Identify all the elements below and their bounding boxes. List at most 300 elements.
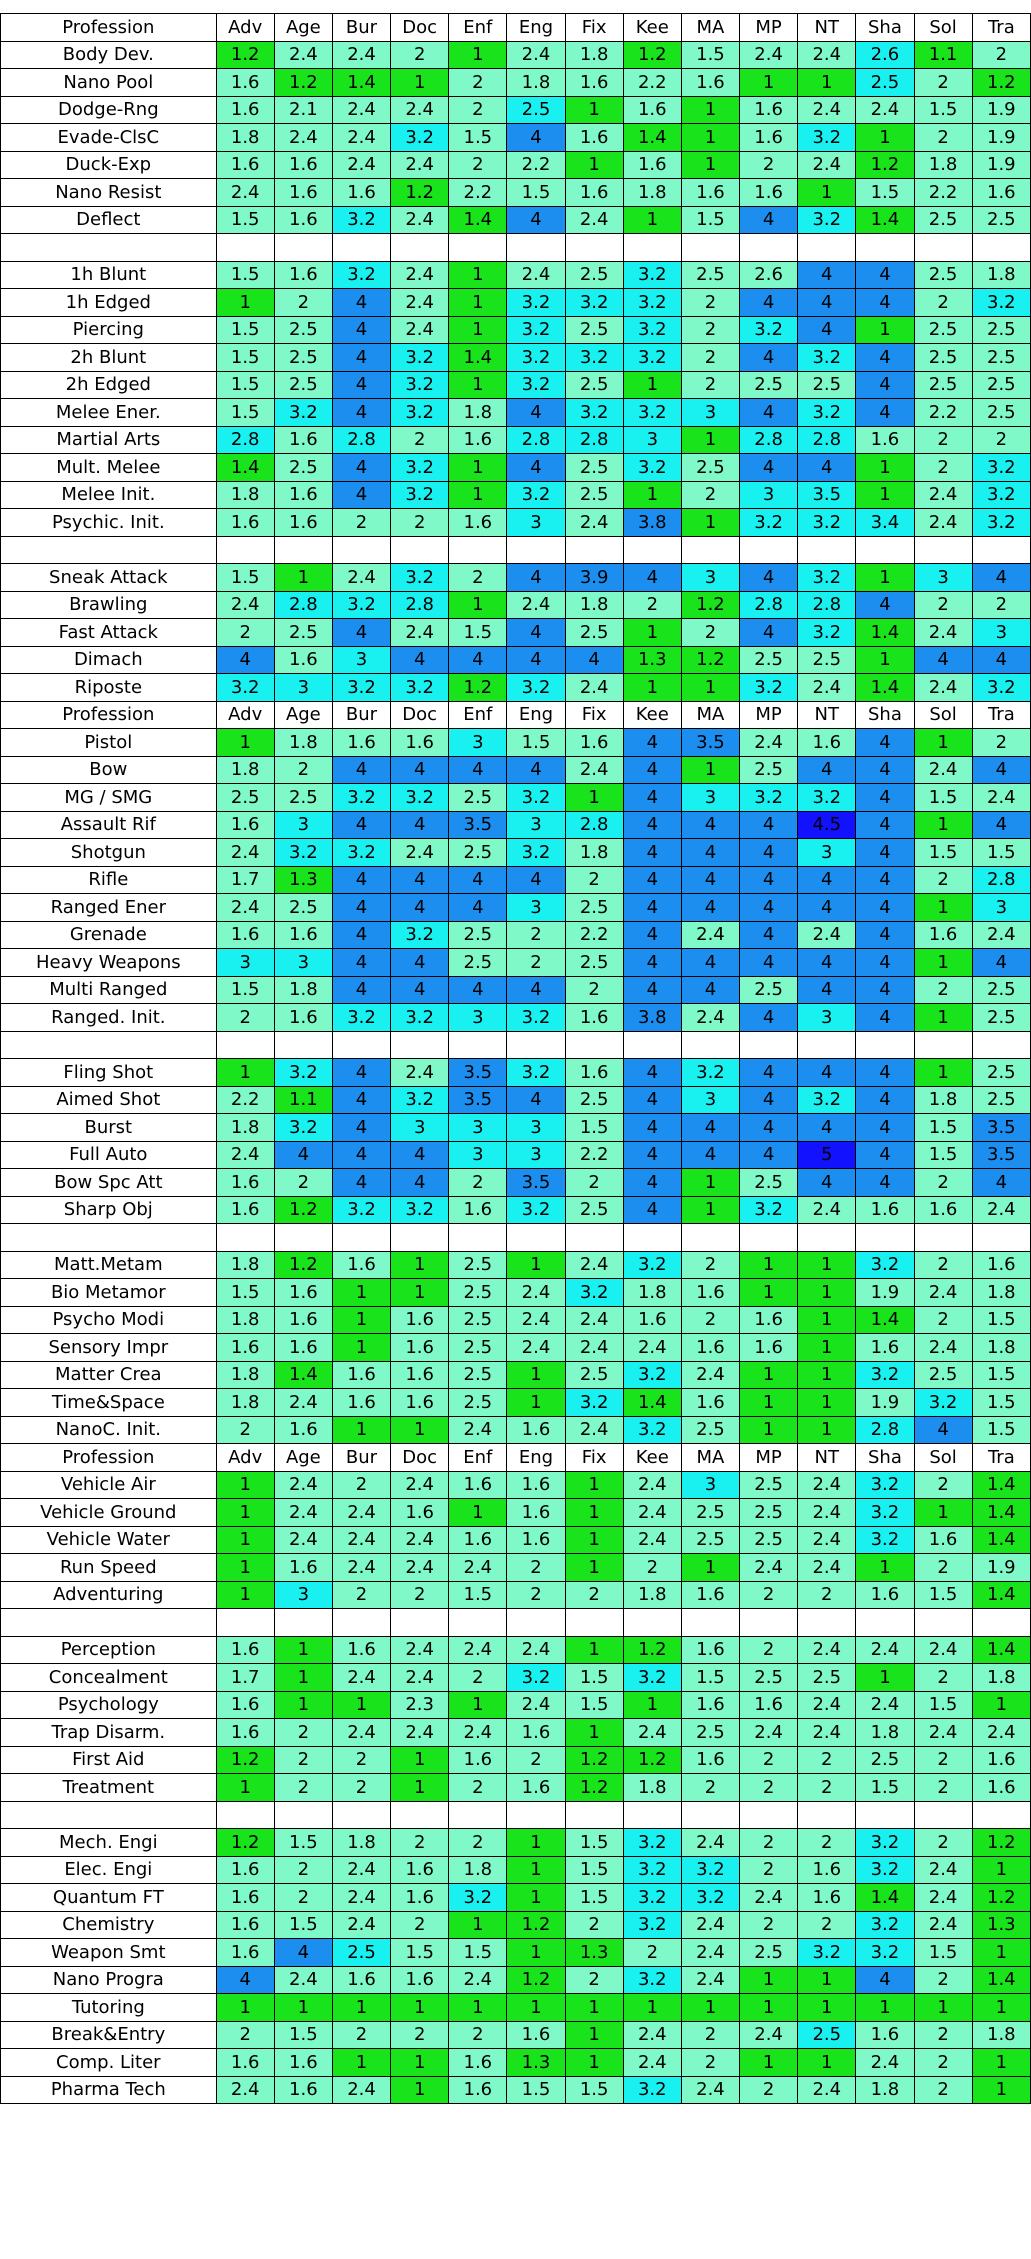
table-row [1, 1251, 1031, 1279]
empty-cell [1, 536, 217, 564]
cost-cell: 2.5 [449, 1279, 507, 1307]
cost-cell: 1.5 [274, 1911, 332, 1939]
cost-cell: 1.2 [216, 41, 274, 69]
cost-cell: 2.4 [856, 1636, 914, 1664]
cost-cell: 1.2 [216, 1746, 274, 1774]
cost-cell: 2 [449, 1169, 507, 1197]
cost-cell: 1.2 [507, 1966, 565, 1994]
cost-cell: 2.8 [798, 426, 856, 454]
cost-cell: 1.5 [216, 1279, 274, 1307]
skill-label: 1h Edged [1, 289, 217, 317]
cost-cell: 1.5 [972, 1389, 1030, 1417]
cost-cell: 4 [856, 1141, 914, 1169]
cost-cell: 2.4 [565, 1251, 623, 1279]
cost-cell: 2.4 [798, 41, 856, 69]
skill-label: Melee Ener. [1, 399, 217, 427]
table-row [1, 839, 1031, 867]
cost-cell: 4 [856, 289, 914, 317]
cost-cell: 4 [856, 1966, 914, 1994]
cost-cell: 4 [507, 976, 565, 1004]
cost-cell: 4 [856, 1004, 914, 1032]
cost-cell: 1.9 [972, 1554, 1030, 1582]
skill-label: Riposte [1, 674, 217, 702]
cost-cell: 4 [856, 811, 914, 839]
header-row [1, 14, 1031, 42]
table-body [1, 14, 1031, 2104]
empty-cell [914, 1609, 972, 1637]
skills-table-container [0, 13, 1031, 2104]
spacer-row [1, 1801, 1031, 1829]
cost-cell: 1 [623, 1691, 681, 1719]
cost-cell: 1.5 [565, 1856, 623, 1884]
skill-label: Dodge-Rng [1, 96, 217, 124]
cost-cell: 2.4 [914, 1884, 972, 1912]
cost-cell: 2.4 [507, 41, 565, 69]
column-header: Enf [449, 14, 507, 42]
cost-cell: 3.2 [740, 316, 798, 344]
cost-cell: 4 [507, 564, 565, 592]
column-header: Enf [449, 1444, 507, 1472]
cost-cell: 4 [856, 729, 914, 757]
cost-cell: 4 [740, 894, 798, 922]
cost-cell: 2 [391, 426, 449, 454]
column-header: Sha [856, 14, 914, 42]
cost-cell: 2.4 [798, 1719, 856, 1747]
cost-cell: 2 [449, 151, 507, 179]
cost-cell: 3.2 [740, 1196, 798, 1224]
cost-cell: 1.5 [681, 206, 739, 234]
cost-cell: 2 [332, 1471, 390, 1499]
cost-cell: 4 [332, 344, 390, 372]
cost-cell: 2.4 [332, 1911, 390, 1939]
column-header: Enf [449, 701, 507, 729]
cost-cell: 1.2 [623, 1746, 681, 1774]
cost-cell: 2 [914, 2049, 972, 2077]
cost-cell: 4 [623, 784, 681, 812]
cost-cell: 3 [798, 839, 856, 867]
cost-cell: 3.2 [914, 1389, 972, 1417]
cost-cell: 2.5 [565, 481, 623, 509]
cost-cell: 2.2 [449, 179, 507, 207]
table-row [1, 1911, 1031, 1939]
cost-cell: 4 [740, 1141, 798, 1169]
skill-label: Martial Arts [1, 426, 217, 454]
cost-cell: 2.8 [740, 426, 798, 454]
skill-label: 2h Edged [1, 371, 217, 399]
cost-cell: 4 [332, 454, 390, 482]
empty-cell [391, 1224, 449, 1252]
empty-cell [856, 1224, 914, 1252]
cost-cell: 1.6 [391, 729, 449, 757]
skill-label: Adventuring [1, 1581, 217, 1609]
table-row [1, 1471, 1031, 1499]
cost-cell: 2.4 [798, 674, 856, 702]
skill-label: Sneak Attack [1, 564, 217, 592]
cost-cell: 4 [856, 866, 914, 894]
table-row [1, 1389, 1031, 1417]
cost-cell: 2.4 [914, 674, 972, 702]
cost-cell: 1.6 [740, 1691, 798, 1719]
cost-cell: 3.2 [274, 399, 332, 427]
table-row [1, 481, 1031, 509]
cost-cell: 1 [740, 1251, 798, 1279]
cost-cell: 1 [798, 1251, 856, 1279]
cost-cell: 1.6 [681, 1636, 739, 1664]
cost-cell: 1.6 [449, 426, 507, 454]
skill-label: Grenade [1, 921, 217, 949]
cost-cell: 2 [507, 921, 565, 949]
cost-cell: 2.4 [856, 1691, 914, 1719]
cost-cell: 2 [449, 96, 507, 124]
cost-cell: 2 [798, 1581, 856, 1609]
cost-cell: 1 [449, 591, 507, 619]
cost-cell: 1.6 [740, 1306, 798, 1334]
cost-cell: 2 [507, 949, 565, 977]
cost-cell: 3.2 [391, 564, 449, 592]
cost-cell: 2.4 [740, 1884, 798, 1912]
skill-label: Elec. Engi [1, 1856, 217, 1884]
cost-cell: 2.5 [681, 1526, 739, 1554]
cost-cell: 1 [391, 2076, 449, 2104]
cost-cell: 3.2 [623, 454, 681, 482]
cost-cell: 1.6 [740, 96, 798, 124]
cost-cell: 1 [798, 1279, 856, 1307]
cost-cell: 3.2 [507, 1004, 565, 1032]
empty-cell [798, 1609, 856, 1637]
cost-cell: 2.4 [681, 1966, 739, 1994]
cost-cell: 2.4 [332, 1554, 390, 1582]
cost-cell: 1.4 [216, 454, 274, 482]
cost-cell: 1 [565, 1719, 623, 1747]
cost-cell: 3.2 [972, 509, 1030, 537]
cost-cell: 1 [449, 41, 507, 69]
cost-cell: 2.4 [565, 1334, 623, 1362]
cost-cell: 2 [740, 151, 798, 179]
cost-cell: 2.4 [740, 1719, 798, 1747]
cost-cell: 1 [332, 1691, 390, 1719]
cost-cell: 1 [274, 564, 332, 592]
cost-cell: 2.5 [972, 344, 1030, 372]
cost-cell: 1.8 [914, 151, 972, 179]
cost-cell: 4 [740, 1004, 798, 1032]
cost-cell: 2.4 [565, 674, 623, 702]
cost-cell: 2 [565, 976, 623, 1004]
empty-cell [914, 1031, 972, 1059]
cost-cell: 1.6 [914, 921, 972, 949]
cost-cell: 1 [565, 1526, 623, 1554]
column-header: Doc [391, 14, 449, 42]
skill-label: Bow Spc Att [1, 1169, 217, 1197]
cost-cell: 1.4 [856, 619, 914, 647]
cost-cell: 2.8 [274, 591, 332, 619]
cost-cell: 4 [623, 1059, 681, 1087]
cost-cell: 1 [914, 1004, 972, 1032]
cost-cell: 1 [914, 949, 972, 977]
cost-cell: 3.2 [972, 674, 1030, 702]
cost-cell: 1.6 [216, 1884, 274, 1912]
empty-cell [391, 234, 449, 262]
cost-cell: 4 [391, 811, 449, 839]
cost-cell: 2.4 [856, 96, 914, 124]
cost-cell: 4 [332, 399, 390, 427]
cost-cell: 3.2 [856, 1361, 914, 1389]
cost-cell: 1.2 [972, 1884, 1030, 1912]
column-header: MA [681, 701, 739, 729]
column-header-profession: Profession [1, 1444, 217, 1472]
cost-cell: 1 [972, 2049, 1030, 2077]
cost-cell: 1.6 [274, 921, 332, 949]
empty-cell [1, 1031, 217, 1059]
cost-cell: 1 [623, 206, 681, 234]
cost-cell: 3.2 [856, 1856, 914, 1884]
cost-cell: 2.4 [449, 1554, 507, 1582]
cost-cell: 2.5 [972, 1004, 1030, 1032]
cost-cell: 1.4 [972, 1471, 1030, 1499]
cost-cell: 2 [914, 1169, 972, 1197]
cost-cell: 1.8 [216, 481, 274, 509]
cost-cell: 2 [681, 289, 739, 317]
cost-cell: 1.5 [914, 1939, 972, 1967]
cost-cell: 1 [914, 1059, 972, 1087]
cost-cell: 4 [856, 1059, 914, 1087]
table-row [1, 1334, 1031, 1362]
cost-cell: 1 [449, 1499, 507, 1527]
cost-cell: 3.5 [972, 1114, 1030, 1142]
cost-cell: 1 [507, 1856, 565, 1884]
cost-cell: 2 [740, 1746, 798, 1774]
cost-cell: 2.4 [914, 509, 972, 537]
cost-cell: 1 [798, 179, 856, 207]
cost-cell: 3.2 [565, 344, 623, 372]
cost-cell: 3.2 [856, 1829, 914, 1857]
column-header: Doc [391, 701, 449, 729]
empty-cell [856, 1801, 914, 1829]
empty-cell [274, 1031, 332, 1059]
cost-cell: 3.2 [623, 1361, 681, 1389]
cost-cell: 1 [449, 289, 507, 317]
cost-cell: 4 [449, 646, 507, 674]
cost-cell: 1.6 [914, 1526, 972, 1554]
spacer-row [1, 1609, 1031, 1637]
table-row [1, 646, 1031, 674]
cost-cell: 1.5 [914, 839, 972, 867]
cost-cell: 2 [332, 509, 390, 537]
cost-cell: 1.6 [681, 69, 739, 97]
skill-label: 2h Blunt [1, 344, 217, 372]
cost-cell: 1.8 [856, 2076, 914, 2104]
empty-cell [449, 1801, 507, 1829]
table-row [1, 1499, 1031, 1527]
cost-cell: 1.6 [623, 96, 681, 124]
cost-cell: 2.4 [565, 206, 623, 234]
cost-cell: 2 [914, 866, 972, 894]
cost-cell: 2 [740, 1911, 798, 1939]
cost-cell: 1.5 [216, 976, 274, 1004]
cost-cell: 4 [798, 1114, 856, 1142]
cost-cell: 4 [681, 976, 739, 1004]
cost-cell: 2.4 [914, 481, 972, 509]
cost-cell: 2 [274, 1169, 332, 1197]
cost-cell: 2.4 [391, 839, 449, 867]
cost-cell: 1.6 [391, 1856, 449, 1884]
cost-cell: 2.4 [798, 1471, 856, 1499]
cost-cell: 4 [332, 921, 390, 949]
cost-cell: 2.5 [565, 1196, 623, 1224]
cost-cell: 1.6 [565, 729, 623, 757]
cost-cell: 3.2 [391, 1004, 449, 1032]
cost-cell: 2.4 [507, 1279, 565, 1307]
cost-cell: 1.4 [274, 1361, 332, 1389]
cost-cell: 2.8 [972, 866, 1030, 894]
cost-cell: 4 [332, 1086, 390, 1114]
empty-cell [449, 536, 507, 564]
cost-cell: 3.5 [507, 1169, 565, 1197]
cost-cell: 1 [681, 1994, 739, 2022]
cost-cell: 2 [565, 866, 623, 894]
cost-cell: 4 [332, 1114, 390, 1142]
empty-cell [274, 1224, 332, 1252]
empty-cell [1, 1224, 217, 1252]
cost-cell: 2.5 [565, 371, 623, 399]
cost-cell: 1.9 [972, 151, 1030, 179]
cost-cell: 4 [507, 646, 565, 674]
cost-cell: 1.6 [274, 2049, 332, 2077]
skill-label: Evade-ClsC [1, 124, 217, 152]
column-header: MA [681, 1444, 739, 1472]
cost-cell: 3.2 [740, 674, 798, 702]
cost-cell: 3.2 [391, 921, 449, 949]
column-header: Age [274, 14, 332, 42]
empty-cell [216, 1031, 274, 1059]
cost-cell: 4 [856, 261, 914, 289]
cost-cell: 2.5 [972, 316, 1030, 344]
cost-cell: 1.6 [507, 2021, 565, 2049]
cost-cell: 1.6 [274, 261, 332, 289]
cost-cell: 1 [449, 316, 507, 344]
cost-cell: 2 [681, 1306, 739, 1334]
cost-cell: 1.8 [623, 1581, 681, 1609]
cost-cell: 1.6 [449, 2076, 507, 2104]
cost-cell: 3 [798, 1004, 856, 1032]
cost-cell: 1 [449, 1994, 507, 2022]
cost-cell: 4 [507, 619, 565, 647]
cost-cell: 1.2 [623, 1636, 681, 1664]
cost-cell: 3 [391, 1114, 449, 1142]
cost-cell: 2.4 [216, 2076, 274, 2104]
cost-cell: 3.2 [623, 1664, 681, 1692]
cost-cell: 1 [391, 1251, 449, 1279]
cost-cell: 1.6 [216, 1169, 274, 1197]
cost-cell: 2 [216, 619, 274, 647]
cost-cell: 1 [565, 784, 623, 812]
cost-cell: 3.9 [565, 564, 623, 592]
cost-cell: 3.2 [681, 1884, 739, 1912]
cost-cell: 3.2 [332, 206, 390, 234]
cost-cell: 2 [740, 1856, 798, 1884]
cost-cell: 2.4 [914, 619, 972, 647]
cost-cell: 3.2 [623, 1884, 681, 1912]
cost-cell: 3.5 [681, 729, 739, 757]
cost-cell: 2.4 [391, 1554, 449, 1582]
cost-cell: 4 [681, 949, 739, 977]
cost-cell: 4 [391, 949, 449, 977]
cost-cell: 2.4 [391, 206, 449, 234]
cost-cell: 1.5 [565, 1664, 623, 1692]
cost-cell: 1 [216, 1774, 274, 1802]
cost-cell: 2 [449, 1664, 507, 1692]
cost-cell: 1.6 [391, 1361, 449, 1389]
cost-cell: 4 [391, 976, 449, 1004]
cost-cell: 2.5 [449, 1251, 507, 1279]
cost-cell: 2.5 [449, 784, 507, 812]
cost-cell: 2.5 [681, 1719, 739, 1747]
cost-cell: 1.6 [972, 1746, 1030, 1774]
cost-cell: 1 [914, 1994, 972, 2022]
table-row [1, 1939, 1031, 1967]
table-row [1, 619, 1031, 647]
cost-cell: 2.4 [449, 1636, 507, 1664]
cost-cell: 1 [681, 674, 739, 702]
cost-cell: 1.2 [274, 1196, 332, 1224]
empty-cell [623, 1609, 681, 1637]
empty-cell [216, 234, 274, 262]
skill-label: Concealment [1, 1664, 217, 1692]
cost-cell: 1.5 [565, 1884, 623, 1912]
cost-cell: 2.4 [216, 179, 274, 207]
cost-cell: 2 [914, 454, 972, 482]
cost-cell: 2.5 [274, 371, 332, 399]
cost-cell: 1.6 [274, 1416, 332, 1444]
cost-cell: 3.2 [332, 1196, 390, 1224]
cost-cell: 2.4 [972, 1196, 1030, 1224]
cost-cell: 1.6 [274, 179, 332, 207]
cost-cell: 3.2 [623, 344, 681, 372]
cost-cell: 2.5 [274, 619, 332, 647]
cost-cell: 1.2 [274, 69, 332, 97]
cost-cell: 1.2 [623, 41, 681, 69]
table-row [1, 1719, 1031, 1747]
cost-cell: 4 [274, 1141, 332, 1169]
skill-label: 1h Blunt [1, 261, 217, 289]
cost-cell: 1 [391, 1279, 449, 1307]
cost-cell: 4 [798, 261, 856, 289]
table-row [1, 69, 1031, 97]
cost-cell: 1 [623, 371, 681, 399]
empty-cell [798, 1801, 856, 1829]
cost-cell: 2 [565, 1911, 623, 1939]
cost-cell: 1.6 [798, 729, 856, 757]
cost-cell: 2.4 [798, 151, 856, 179]
column-header: Kee [623, 14, 681, 42]
cost-cell: 2 [681, 316, 739, 344]
cost-cell: 1.4 [449, 344, 507, 372]
cost-cell: 1.5 [507, 729, 565, 757]
cost-cell: 2 [914, 1966, 972, 1994]
cost-cell: 4 [681, 866, 739, 894]
cost-cell: 3.2 [623, 1911, 681, 1939]
cost-cell: 1.5 [972, 839, 1030, 867]
cost-cell: 2 [391, 1911, 449, 1939]
cost-cell: 1 [391, 1746, 449, 1774]
cost-cell: 4 [449, 756, 507, 784]
cost-cell: 4 [972, 1169, 1030, 1197]
cost-cell: 2.4 [798, 1554, 856, 1582]
cost-cell: 1 [972, 1856, 1030, 1884]
cost-cell: 1 [740, 1279, 798, 1307]
cost-cell: 1.6 [274, 426, 332, 454]
cost-cell: 2 [740, 1774, 798, 1802]
table-row [1, 811, 1031, 839]
